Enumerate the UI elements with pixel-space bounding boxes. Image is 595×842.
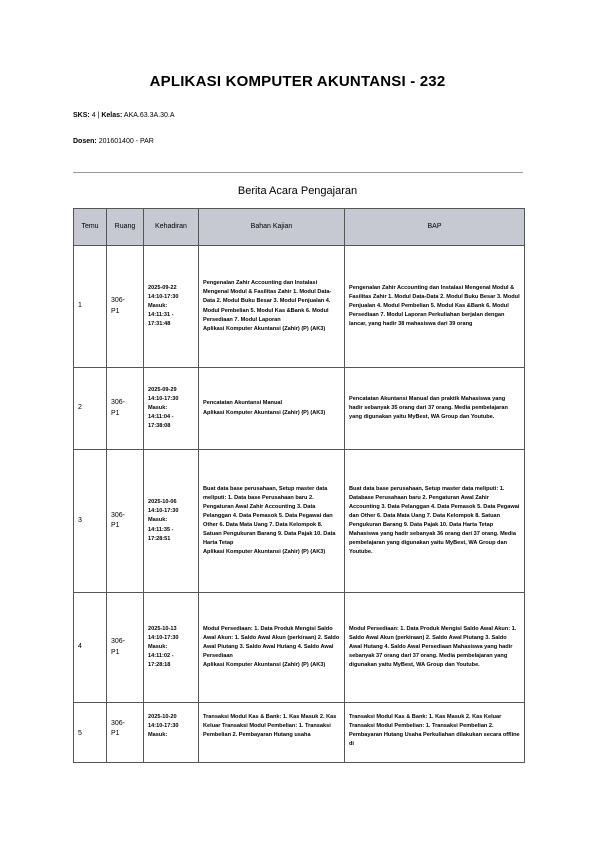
cell-kehadiran — [144, 703, 199, 763]
page-title: APLIKASI KOMPUTER AKUNTANSI - 232 — [149, 73, 446, 90]
cell-bahan-kajian — [199, 593, 345, 703]
bahan-kajian-text: Buat data base perusahaan, Setup master data meliputi: 1. Data base Perusahaan baru 2. Pengaturan Awal Zahir Accounting 3. Data Pelanggan 4. Data Pemasok 5. Data Pegawai dan Other 6. Data Mata Uang 7. Data Kelompok 8. Satuan Pengukuran Barang 9. Data Pajak 10. Data Harta Tetap — [203, 485, 336, 547]
divider — [73, 172, 523, 173]
cell-temu: 5 — [74, 703, 107, 763]
cell-ruang — [107, 703, 144, 763]
kehadiran-text: 2025-10-06 14:10-17:30 Masuk: 14:11:35 - 17:28:51 — [148, 499, 179, 542]
cell-temu: 1 — [74, 246, 107, 368]
bahan-kajian-reference: Aplikasi Komputer Akuntansi (Zahir) (P) (AK3) — [203, 549, 326, 556]
cell-kehadiran — [144, 368, 199, 450]
cell-bahan-kajian — [199, 450, 345, 593]
ruang-text: 306- P1 — [111, 720, 126, 738]
bahan-kajian-text: Pencatatan Akuntansi Manual — [203, 400, 283, 407]
bahan-kajian-reference: Aplikasi Komputer Akuntansi (Zahir) (P) (AK3) — [203, 662, 326, 669]
kehadiran-text: 2025-10-13 14:10-17:30 Masuk: 14:11:02 - 17:28:18 — [148, 625, 179, 669]
kelas-label: Kelas: — [101, 112, 123, 119]
cell-kehadiran — [144, 246, 199, 368]
cell-bap: Modul Persediaan: 1. Data Produk Mengisi Saldo Awal Akun: 1. Saldo Awal Akun (perkiraan) 2. Saldo Awal Piutang 3. Saldo Awal Hutang 4. Saldo Awal Persediaan Mahasiswa yang hadir sebanyak 37 orang dari 37 orang. Media pembelajaran yang digunakan yaitu MyBest, WA Group dan Youtube. — [345, 593, 525, 703]
cell-temu: 3 — [74, 450, 107, 593]
cell-ruang — [107, 368, 144, 450]
bahan-kajian-text: Modul Persediaan: 1. Data Produk Mengisi Saldo Awal Akun: 1. Saldo Awal Akun (perkiraan) 2. Saldo Awal Piutang 3. Saldo Awal Hutang 4. Saldo Awal Persediaan — [203, 625, 340, 660]
bahan-kajian-reference: Aplikasi Komputer Akuntansi (Zahir) (P) (AK3) — [203, 325, 326, 332]
kehadiran-text: 2025-09-29 14:10-17:30 Masuk: 14:11:04 - 17:38:08 — [148, 386, 179, 430]
cell-temu: 4 — [74, 593, 107, 703]
cell-ruang — [107, 593, 144, 703]
cell-bap: Buat data base perusahaan, Setup master data meliputi: 1. Database Perusahaan baru 2. Pengaturan Awal Zahir Accounting 3. Data Pelanggan 4. Data Pemasok 5. Data Pegawai dan Other 6. Data Mata Uang 7. Data Kelompok 8. Satuan Pengukuran Barang 9. Data Pajak 10. Data Harta Tetap Mahasiswa yang hadir sebanyak 36 orang dari 37 orang. Media pembelajaran yang digunakan yaitu MyBest, WA Group dan Youtube. — [345, 450, 525, 593]
ruang-text: 306- P1 — [111, 638, 126, 656]
bahan-kajian-reference: Aplikasi Komputer Akuntansi (Zahir) (P) (AK3) — [203, 409, 326, 416]
table-row — [74, 703, 525, 763]
cell-bap: Pencatatan Akuntansi Manual dan praktik Mahasiswa yang hadir sebanyak 35 orang dari 37 orang. Media pembelajaran yang digunakan yaitu MyBest, WA Group dan Youtube. — [345, 368, 525, 450]
cell-bap: Transaksi Modul Kas & Bank: 1. Kas Masuk 2. Kas Keluar Transaksi Modul Pembelian: 1. Transaksi Pembelian 2. Pembayaran Hutang Usaha Perkuliahan dilakukan secara offline di — [345, 703, 525, 763]
dosen-label: Dosen: — [73, 138, 97, 145]
table-row — [74, 246, 525, 368]
kehadiran-text: 2025-09-22 14:10-17:30 Masuk: 14:11:31 - 17:31:48 — [148, 284, 179, 328]
cell-ruang — [107, 246, 144, 368]
course-info — [73, 112, 175, 119]
separator: | — [97, 112, 100, 119]
column-header-kehadiran: Kehadiran — [144, 209, 199, 246]
cell-kehadiran — [144, 593, 199, 703]
dosen-value: 201601400 - PAR — [98, 138, 154, 145]
cell-ruang — [107, 450, 144, 593]
sks-label: SKS: — [73, 112, 90, 119]
column-header-temu: Temu — [74, 209, 107, 246]
table-row — [74, 368, 525, 450]
cell-temu: 2 — [74, 368, 107, 450]
column-header-bap: BAP — [345, 209, 525, 246]
cell-bahan-kajian — [199, 246, 345, 368]
sks-value: 4 — [91, 112, 96, 119]
table-row — [74, 450, 525, 593]
cell-bahan-kajian — [199, 703, 345, 763]
section-title: Berita Acara Pengajaran — [237, 185, 358, 197]
bap-table — [73, 208, 525, 763]
bahan-kajian-text: Pengenalan Zahir Accounting dan Instalasi Mengenal Modul & Fasilitas Zahir 1. Modul Data-Data 2. Modul Buku Besar 3. Modul Penjualan 4. Modul Pembelian 5. Modul Kas &Bank 6. Modul Persediaan 7. Modul Laporan — [203, 280, 332, 323]
column-header-bahan-kajian: Bahan Kajian — [199, 209, 345, 246]
kelas-value: AKA.63.3A.30.A — [123, 112, 175, 119]
cell-bap: Pengenalan Zahir Accounting dan Instalasi Mengenal Modul & Fasilitas Zahir 1. Modul Data-Data 2. Modul Buku Besar 3. Modul Penjualan 4. Modul Pembelian 5. Modul Kas &Bank 6. Modul Persediaan 7. Modul Laporan Perkuliahan berjalan dengan lancar, yang hadir 38 mahasiswa dari 39 orang — [345, 246, 525, 368]
ruang-text: 306- P1 — [111, 297, 126, 315]
ruang-text: 306- P1 — [111, 511, 126, 529]
lecturer-info — [73, 138, 154, 145]
column-header-ruang: Ruang — [107, 209, 144, 246]
cell-bahan-kajian — [199, 368, 345, 450]
bahan-kajian-text: Transaksi Modul Kas & Bank: 1. Kas Masuk 2. Kas Keluar Transaksi Modul Pembelian: 1. Transaksi Pembelian 2. Pembayaran Hutang usaha — [203, 714, 337, 739]
cell-kehadiran — [144, 450, 199, 593]
ruang-text: 306- P1 — [111, 399, 126, 417]
table-row — [74, 593, 525, 703]
table-header-row — [74, 209, 525, 246]
kehadiran-text: 2025-10-20 14:10-17:30 Masuk: — [148, 714, 179, 739]
